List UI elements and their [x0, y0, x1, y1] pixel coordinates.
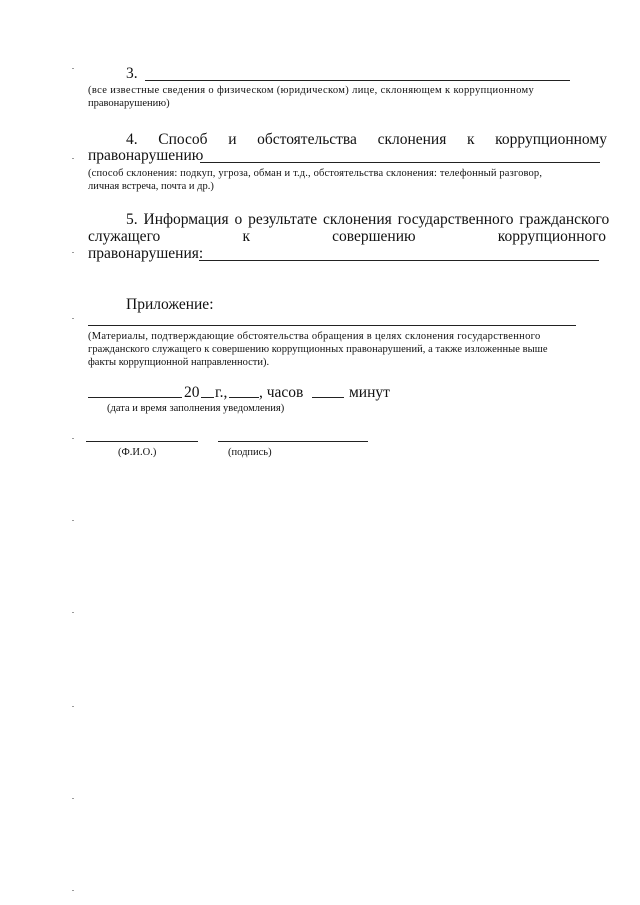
attachment-note-line-2: гражданского служащего к совершению коррупционных правонарушений, а также изложенные выше: [88, 344, 548, 355]
scan-mark: [72, 438, 74, 439]
signature-fill-line[interactable]: [218, 441, 368, 442]
section-4-line-1: 4. Способ и обстоятельства склонения к коррупционному: [126, 131, 607, 148]
hours-fill-line[interactable]: [229, 397, 259, 398]
scan-mark: [72, 158, 74, 159]
minutes-label: минут: [349, 384, 390, 401]
year-fill-line[interactable]: [201, 397, 214, 398]
section-5-line-2: служащего к совершению коррупционного: [88, 228, 606, 245]
attachment-label: Приложение:: [126, 296, 214, 313]
signature-label: (подпись): [228, 447, 272, 458]
date-fill-line[interactable]: [88, 397, 182, 398]
scan-mark: [72, 318, 74, 319]
attachment-note-line-3: факты коррупционной направленности).: [88, 357, 270, 368]
fio-fill-line[interactable]: [86, 441, 198, 442]
scan-mark: [72, 252, 74, 253]
scan-mark: [72, 798, 74, 799]
scan-mark: [72, 68, 74, 69]
section-4-note-line-1: (способ склонения: подкуп, угроза, обман и т.д., обстоятельства склонения: телефонный разговор,: [88, 168, 543, 179]
fio-label: (Ф.И.О.): [118, 447, 157, 458]
hours-label: , часов: [259, 384, 304, 401]
year-suffix: г.,: [215, 384, 228, 401]
section-5-line-3: правонарушения:: [88, 245, 204, 262]
attachment-note-line-1: (Материалы, подтверждающие обстоятельства обращения в целях склонения государственного: [88, 331, 541, 342]
scan-mark: [72, 612, 74, 613]
attachment-fill-line[interactable]: [88, 325, 576, 326]
scan-mark: [72, 520, 74, 521]
section-5-fill-line[interactable]: [199, 260, 599, 261]
section-4-fill-line[interactable]: [200, 162, 600, 163]
scan-mark: [72, 706, 74, 707]
section-3-fill-line[interactable]: [145, 80, 570, 81]
section-3-number: 3.: [126, 65, 138, 82]
section-3-note-line-2: правонарушению): [88, 98, 170, 109]
section-3-note-line-1: (все известные сведения о физическом (юридическом) лице, склоняющем к коррупционному: [88, 85, 535, 96]
scan-mark: [72, 890, 74, 891]
section-4-note-line-2: личная встреча, почта и др.): [88, 181, 214, 192]
minutes-fill-line[interactable]: [312, 397, 344, 398]
section-5-line-1: 5. Информация о результате склонения государственного гражданского: [126, 211, 610, 228]
section-4-line-2: правонарушению: [88, 147, 204, 164]
year-prefix: 20: [184, 384, 200, 401]
datetime-caption: (дата и время заполнения уведомления): [107, 403, 285, 414]
